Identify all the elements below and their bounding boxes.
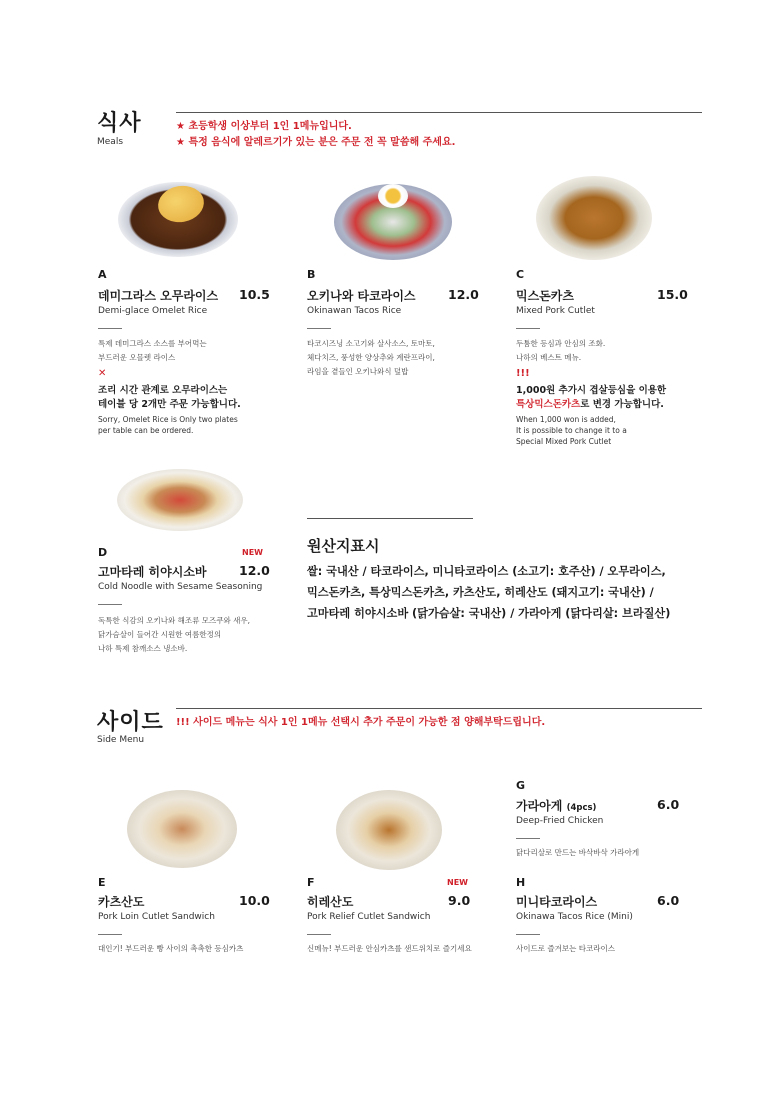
item-name-en: Okinawan Tacos Rice [307,306,402,316]
origin-title: 원산지표시 [307,537,380,555]
item-price: 10.0 [239,893,270,908]
item-warning-ko: 조리 시간 관계로 오무라이스는 테이블 당 2개만 주문 가능합니다. [98,385,241,410]
item-name-ko: 데미그라스 오무라이스 [98,289,219,303]
item-name-ko: 히레산도 [307,895,354,909]
origin-text: 쌀: 국내산 / 타코라이스, 미니타코라이스 (소고기: 호주산) / 오무라이스, 믹스돈카츠, 특상믹스돈카츠, 카츠산도, 히레산도 (돼지고기: 국내산) / 고마타레 히야시소바 (닭가슴살: 국내산) / 가라아게 (닭다리살: 브라질산) [307,565,671,620]
item-name-ko: 고마타레 히야시소바 [98,565,207,579]
item-price: 9.0 [448,893,471,908]
item-divider [516,934,540,935]
item-desc: 특제 데미그라스 소스를 부어먹는 부드러운 오믈렛 라이스 [98,339,207,362]
item-letter: C [516,268,525,281]
side-header-rule [176,708,702,709]
fried-egg-photo-detail [378,184,408,208]
item-name-en: Demi-glace Omelet Rice [98,306,208,316]
item-desc: 닭다리살로 만드는 바삭바삭 가라아게 [516,848,640,857]
meals-subtitle: Meals [97,137,124,147]
katsu-sando-photo [127,790,237,868]
item-divider [516,328,540,329]
item-warning-en: When 1,000 won is added, It is possible to change it to a Special Mixed Pork Cutlet [516,415,627,446]
warning-x-icon: ✕ [98,368,107,379]
item-desc: 두툼한 등심과 안심의 조화. 나하의 베스트 메뉴. [516,339,606,362]
item-desc: 독특한 식감의 오키나와 해조류 모즈쿠와 새우, 닭가슴살이 들어간 시원한 여름한정의 나하 특제 참깨소스 냉소바. [98,616,250,653]
item-letter: B [307,268,316,281]
warning-exclamation-icon: !!! [516,368,530,379]
item-divider [307,934,331,935]
item-divider [98,328,122,329]
item-name-ko: 믹스돈카츠 [516,289,574,303]
item-price: 6.0 [657,797,680,812]
item-desc: 대인기! 부드러운 빵 사이의 촉촉한 등심카츠 [98,944,244,953]
item-name-ko: 카츠산도 [98,895,145,909]
item-letter: F [307,876,315,889]
item-desc: 타코시즈닝 소고기와 살사소스, 토마토, 체다치즈, 풍성한 양상추와 계란프라이, 라임을 곁들인 오키나와식 덮밥 [307,339,435,376]
meals-notice-2: ★ 특정 음식에 알레르기가 있는 분은 주문 전 꼭 말씀해 주세요. [176,137,456,148]
pork-cutlet-photo [536,176,652,260]
item-desc: 신메뉴! 부드러운 안심카츠를 샌드위치로 즐기세요 [307,944,472,953]
item-name-ko: 오키나와 타코라이스 [307,289,416,303]
item-desc: 사이드로 즐겨보는 타코라이스 [516,944,615,953]
item-letter: A [98,268,107,281]
new-badge: NEW [242,548,263,557]
meals-notice-1: ★ 초등학생 이상부터 1인 1메뉴입니다. [176,121,352,132]
item-price: 15.0 [657,287,688,302]
item-name-en: Okinawa Tacos Rice (Mini) [516,912,633,922]
origin-rule [307,518,473,519]
item-name-en: Pork Loin Cutlet Sandwich [98,912,215,922]
item-divider [516,838,540,839]
item-divider [98,604,122,605]
item-divider [98,934,122,935]
cold-noodle-photo [117,469,243,531]
item-name-ko: 미니타코라이스 [516,895,598,909]
new-badge: NEW [447,878,468,887]
side-title: 사이드 [97,710,164,735]
item-letter: G [516,779,526,792]
item-letter: D [98,546,108,559]
item-name-en: Pork Relief Cutlet Sandwich [307,912,431,922]
item-letter: H [516,876,526,889]
side-notice: !!! 사이드 메뉴는 식사 1인 1메뉴 선택시 추가 주문이 가능한 점 양해부탁드립니다. [176,717,546,728]
side-subtitle: Side Menu [97,735,145,745]
item-divider [307,328,331,329]
item-name-en: Cold Noodle with Sesame Seasoning [98,582,263,592]
item-name-ko: 가라아게 (4pcs) [516,799,597,813]
item-price: 12.0 [448,287,479,302]
item-price: 10.5 [239,287,270,302]
item-warning-ko: 1,000원 추가시 겹살등심을 이용한 특상믹스돈카츠로 변경 가능합니다. [516,385,667,410]
item-price: 6.0 [657,893,680,908]
item-name-en: Mixed Pork Cutlet [516,306,595,316]
item-price: 12.0 [239,563,270,578]
item-warning-en: Sorry, Omelet Rice is Only two plates per table can be ordered. [98,415,238,435]
hire-sando-photo [336,790,442,870]
item-name-en: Deep-Fried Chicken [516,816,604,826]
item-letter: E [98,876,106,889]
meals-header-rule [176,112,702,113]
meals-title: 식사 [97,111,142,136]
